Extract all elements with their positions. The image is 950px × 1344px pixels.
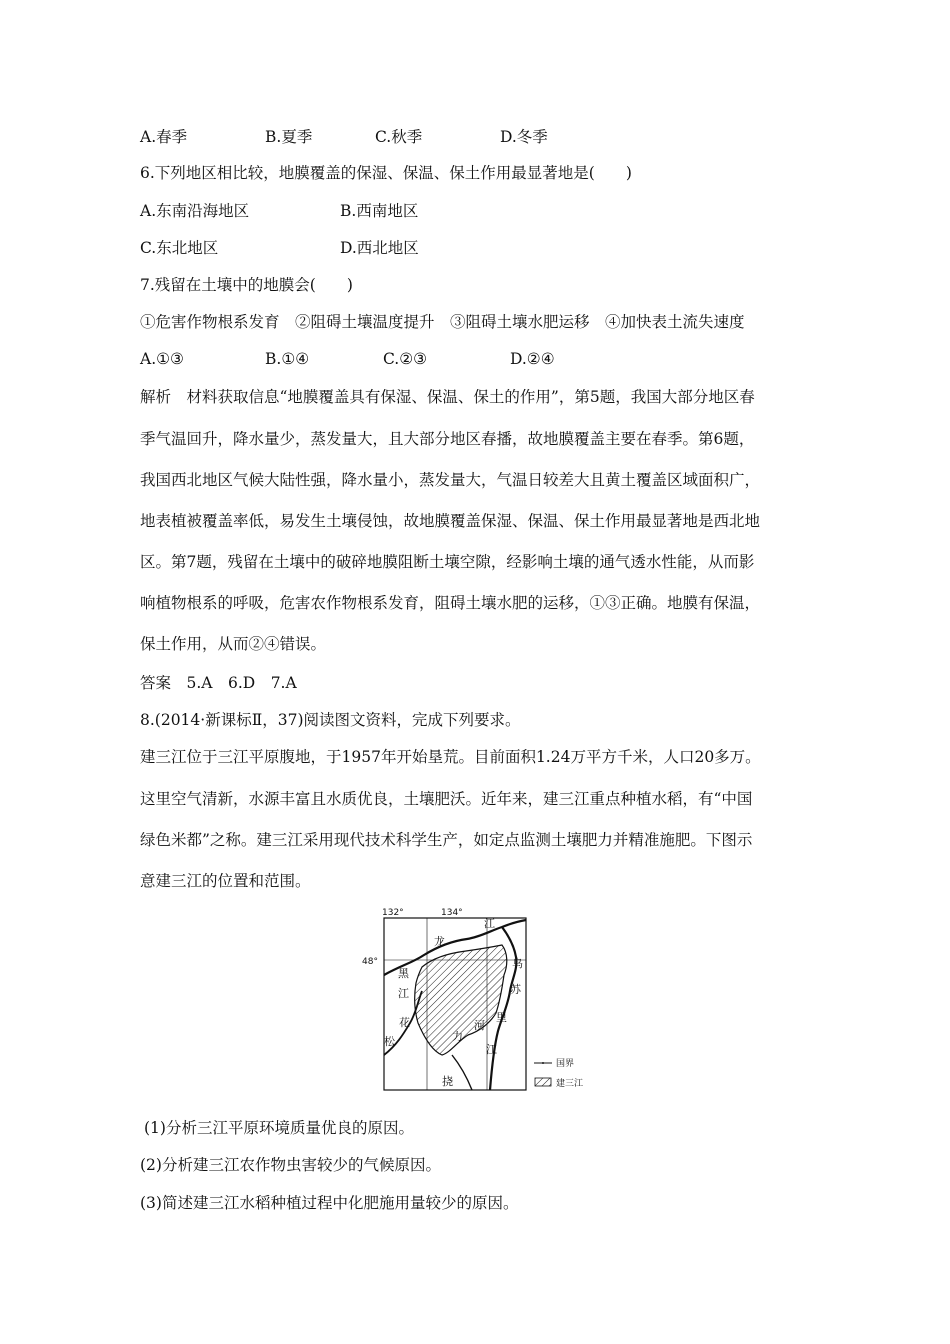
q7-option-d: D.②④ <box>510 350 555 368</box>
analysis-line: 解析 材料获取信息“地膜覆盖具有保湿、保温、保土的作用”，第5题，我国大部分地区春 <box>140 388 755 406</box>
jiansanjiang-map <box>362 905 602 1095</box>
naoli-river <box>452 1055 472 1090</box>
q8-stem: 8.(2014·新课标Ⅱ，37)阅读图文资料，完成下列要求。 <box>140 711 521 729</box>
legend-region-label: 建三江 <box>556 1079 584 1089</box>
q8-material-line: 绿色米都”之称。建三江采用现代技术科学生产，如定点监测土壤肥力并精准施肥。下图示 <box>140 831 753 849</box>
lon-label-132: 132° <box>382 908 404 918</box>
map-char-long: 龙 <box>434 935 445 948</box>
map-char-hei: 黑 <box>398 967 409 980</box>
map-char-jiang: 江 <box>484 917 495 930</box>
q6-option-a: A.东南沿海地区 <box>140 202 250 220</box>
map-char-jiang: 江 <box>398 987 409 1000</box>
q5-option-d: D.冬季 <box>500 128 548 146</box>
q8-subquestion: (3)简述建三江水稻种植过程中化肥施用量较少的原因。 <box>140 1194 519 1212</box>
map-char-wu: 乌 <box>512 957 523 970</box>
q7-option-c: C.②③ <box>383 350 428 368</box>
q8-subquestion: (2)分析建三江农作物虫害较少的气候原因。 <box>140 1156 441 1174</box>
q6-stem: 6.下列地区相比较，地膜覆盖的保湿、保温、保土作用最显著地是( ) <box>140 164 632 182</box>
q7-option-a: A.①③ <box>140 350 184 368</box>
map-char-nao: 挠 <box>442 1075 453 1088</box>
q7-items: ①危害作物根系发育 ②阻碍土壤温度提升 ③阻碍土壤水肥运移 ④加快表土流失速度 <box>140 313 745 331</box>
q8-subquestion: (1)分析三江平原环境质量优良的原因。 <box>144 1119 414 1137</box>
legend-border-label: 国界 <box>556 1059 575 1069</box>
q5-option-b: B.夏季 <box>265 128 313 146</box>
analysis-line: 保土作用，从而②④错误。 <box>140 635 327 653</box>
legend-region-symbol <box>535 1078 551 1086</box>
map-char-li: 里 <box>496 1011 507 1024</box>
q8-material-line: 意建三江的位置和范围。 <box>140 872 311 890</box>
map-char-li: 力 <box>452 1030 463 1043</box>
q7-stem: 7.残留在土壤中的地膜会( ) <box>140 276 353 294</box>
analysis-line: 响植物根系的呼吸，危害农作物根系发育，阻碍土壤水肥的运移，①③正确。地膜有保温， <box>140 594 761 612</box>
analysis-line: 季气温回升，降水量少，蒸发量大，且大部分地区春播，故地膜覆盖主要在春季。第6题， <box>140 430 755 448</box>
map-char-jiang: 江 <box>486 1043 497 1056</box>
map-char-song: 松 <box>384 1035 395 1048</box>
analysis-line: 区。第7题，残留在土壤中的破碎地膜阻断土壤空隙，经影响土壤的通气透水性能，从而影 <box>140 553 755 571</box>
q6-option-c: C.东北地区 <box>140 239 219 257</box>
lon-label-134: 134° <box>441 908 463 918</box>
lat-label-48: 48° <box>362 957 378 967</box>
q5-option-a: A.春季 <box>140 128 188 146</box>
map-char-he: 河 <box>474 1019 485 1032</box>
answer-line: 答案 5.A 6.D 7.A <box>140 674 297 692</box>
analysis-line: 地表植被覆盖率低，易发生土壤侵蚀，故地膜覆盖保湿、保温、保土作用最显著地是西北地 <box>140 512 761 530</box>
q6-option-d: D.西北地区 <box>340 239 419 257</box>
analysis-line: 我国西北地区气候大陆性强，降水量小，蒸发量大，气温日较差大且黄土覆盖区域面积广， <box>140 471 761 489</box>
q8-material-line: 这里空气清新，水源丰富且水质优良，土壤肥沃。近年来，建三江重点种植水稻，有“中国 <box>140 790 753 808</box>
q6-option-b: B.西南地区 <box>340 202 419 220</box>
q8-material-line: 建三江位于三江平原腹地，于1957年开始垦荒。目前面积1.24万平方千米，人口20多万。 <box>140 748 761 766</box>
map-char-hua: 花 <box>399 1016 410 1029</box>
q7-option-b: B.①④ <box>265 350 310 368</box>
map-char-su: 苏 <box>510 983 521 996</box>
q5-option-c: C.秋季 <box>375 128 423 146</box>
